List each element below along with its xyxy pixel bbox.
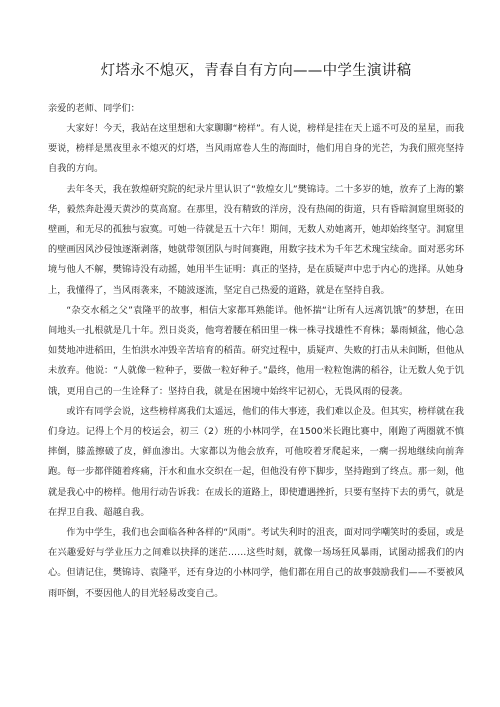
paragraph-4: 或许有同学会说，这些榜样离我们太遥远，他们的伟大事迹，我们难以企及。但其实，榜样就在我们身边。记得上个月的校运会，初三（2）班的小林同学，在1500米长跑比赛中，刚跑了两圈就不慎摔倒，膝盖擦破了皮，鲜血渗出。大家都以为他会放弃，可他咬着牙爬起来，一瘸一拐地继续向前奔跑。每一步都伴随着疼痛，汗水和血水交织在一起，但他没有停下脚步，坚持跑到了终点。那一刻，他就是我心中的榜样。他用行动告诉我：在成长的道路上，即使遭遇挫折，只要有坚持下去的勇气，就是在捍卫自我、超越自我。 [48, 405, 464, 518]
paragraph-1: 大家好！今天，我站在这里想和大家聊聊“榜样”。有人说，榜样是挂在天上遥不可及的星星，而我要说，榜样是黑夜里永不熄灭的灯塔，当风雨席卷人生的海面时，他们用自身的光芒，为我们照亮坚持自我的方向。 [48, 123, 464, 175]
document-page [48, 0, 464, 604]
document-title: 灯塔永不熄灭，青春自有方向——中学生演讲稿 [100, 63, 412, 79]
paragraph-3: “杂交水稻之父”袁隆平的故事，相信大家都耳熟能详。他怀揣“让所有人远离饥饿”的梦想，在田间地头一扎根就是几十年。烈日炎炎，他弯着腰在稻田里一株一株寻找雄性不育株；暴雨倾盆，他心急如焚地冲进稻田，生怕洪水冲毁辛苦培育的稻苗。研究过程中，质疑声、失败的打击从未间断，但他从未放弃。他说：“人就像一粒种子，要做一粒好种子。”最终，他用一粒粒饱满的稻谷，让无数人免于饥饿，更用自己的一生诠释了：坚持自我，就是在困境中始终牢记初心，无畏风雨的侵袭。 [48, 304, 464, 397]
paragraph-2: 去年冬天，我在敦煌研究院的纪录片里认识了“敦煌女儿”樊锦诗。二十多岁的她，放弃了上海的繁华，毅然奔赴漫天黄沙的莫高窟。在那里，没有精致的洋房，没有热闹的街道，只有昏暗洞窟里斑驳的壁画，和无尽的孤独与寂寞。可她一待就是五十六年！期间，无数人劝她离开，她却始终坚守。洞窟里的壁画因风沙侵蚀逐渐剥落，她就带领团队与时间赛跑，用数字技术为千年艺术瑰宝续命。面对恶劣环境与他人不解，樊锦诗没有动摇，她用半生证明：真正的坚持，是在质疑声中忠于内心的选择。从她身上，我懂得了，当风雨袭来，不随波逐流，坚定自己热爱的道路，就是在坚持自我。 [48, 183, 464, 296]
greeting-line: 亲爱的老师、同学们： [48, 103, 140, 114]
paragraph-5: 作为中学生，我们也会面临各种各样的“风雨”。考试失利时的沮丧，面对同学嘲笑时的委屈，或是在兴趣爱好与学业压力之间难以抉择的迷茫……这些时刻，就像一场场狂风暴雨，试图动摇我们的内心。但请记住，樊锦诗、袁隆平，还有身边的小林同学，他们都在用自己的故事鼓励我们——不要被风雨吓倒，不要因他人的目光轻易改变自己。 [48, 527, 464, 599]
